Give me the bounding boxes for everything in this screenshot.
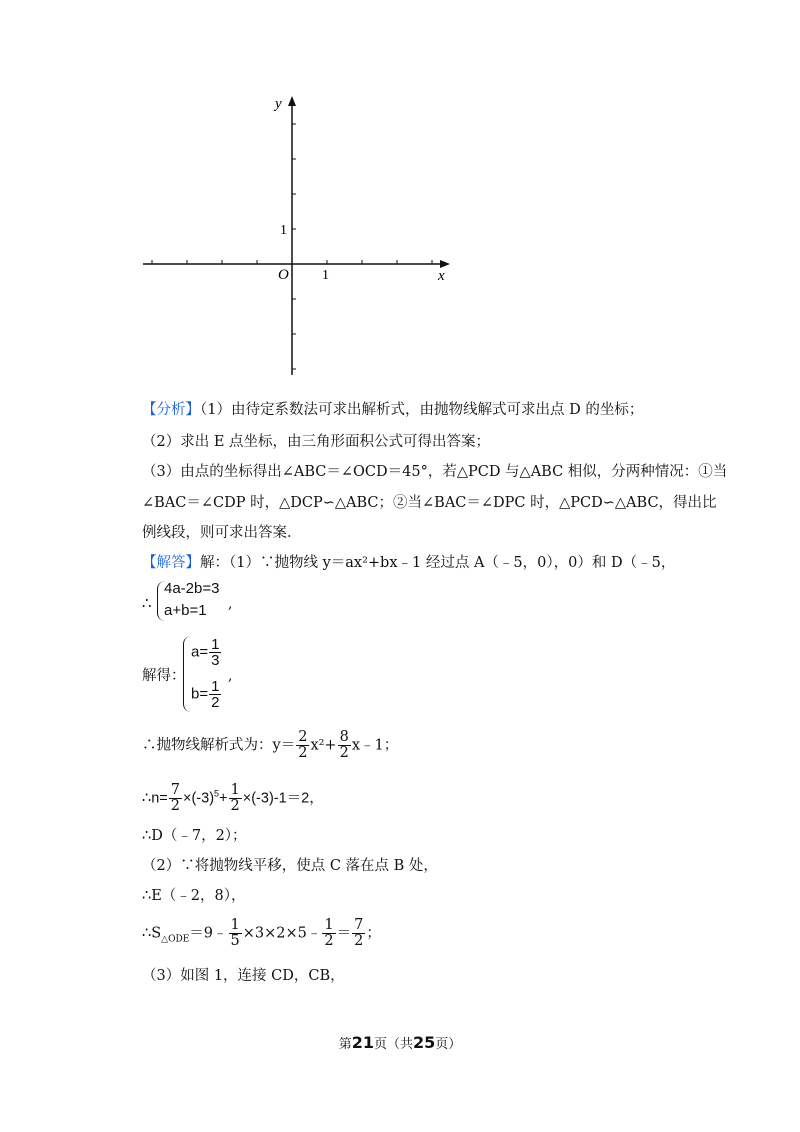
system1-eq-b: a+b=1 bbox=[164, 602, 207, 619]
system1-eq-a: 4a-2b=3 bbox=[164, 580, 220, 597]
analysis-tag: 【分析】 bbox=[142, 402, 200, 418]
analysis-line-5: 例线段，则可求出答案． bbox=[142, 525, 302, 541]
system1-comma: , bbox=[228, 596, 233, 612]
jiede-label: 解得： bbox=[142, 668, 186, 684]
y-axis-arrow bbox=[288, 96, 296, 106]
analysis-line-3: （3）由点的坐标得出∠ABC＝∠OCD＝45°，若△PCD 与△ABC 相似，分两种情况：①当 bbox=[142, 464, 728, 480]
analysis-p1: （1）由待定系数法可求出解析式，由抛物线解式可求出点 D 的坐标； bbox=[200, 402, 644, 418]
area-computation: $\therefore S_{\triangle ODE}=9﹣$ $\frac{1}{5}$ ×3×2×5﹣ $\frac{1}{2}$ ＝ $\frac{7}{2}$ ； bbox=[142, 917, 381, 949]
b-solution: b= $\frac{1}{2}$ bbox=[191, 678, 220, 711]
origin-label: O bbox=[278, 267, 289, 283]
parabola-expression: ∴抛物线解析式为：y＝ $\frac{2}{2}$ x²+ $\frac{8}{2}$ x﹣1； bbox=[142, 729, 399, 761]
page-footer: 第21页（共25页） bbox=[338, 1033, 462, 1052]
therefore-symbol-1: ∴ bbox=[142, 594, 152, 612]
x-axis-arrow bbox=[440, 260, 450, 268]
d-point-line: ∴D（﹣7，2）； bbox=[142, 828, 247, 844]
coordinate-graph bbox=[140, 90, 460, 380]
part3-intro: （3）如图 1，连接 CD，CB， bbox=[142, 968, 345, 984]
analysis-line-4: ∠BAC＝∠CDP 时，△DCP∽△ABC；②当∠BAC＝∠DPC 时，△PCD∽△ABC，得出比 bbox=[142, 495, 717, 511]
solution-intro: 解：（1）∵抛物线 y＝ax²+bx﹣1 经过点 A（﹣5，0），0）和 D（﹣5， bbox=[200, 555, 676, 571]
total-pages: 25 bbox=[413, 1033, 436, 1052]
analysis-line-1 bbox=[142, 400, 643, 420]
e-point-line: ∴E（﹣2，8）， bbox=[142, 888, 246, 904]
analysis-line-2: （2）求出 E 点坐标，由三角形面积公式可得出答案； bbox=[142, 434, 491, 450]
solution-line-1 bbox=[142, 553, 675, 573]
x-axis-label: x bbox=[438, 268, 445, 284]
n-computation: ∴n= $\frac{7}{2}$ $\times(-3)^5+$ $\frac{1}{2}$ ×(-3)-1＝2， bbox=[142, 782, 324, 814]
solution-tag: 【解答】 bbox=[142, 555, 200, 571]
page-number: 21 bbox=[351, 1033, 374, 1052]
x-tick-label-1: 1 bbox=[322, 268, 329, 283]
a-solution: a= $\frac{1}{3}$ bbox=[191, 636, 220, 669]
y-tick-label-1: 1 bbox=[280, 223, 287, 238]
part2-intro: （2）∵将抛物线平移，使点 C 落在点 B 处， bbox=[142, 858, 438, 874]
y-axis-label: y bbox=[275, 96, 282, 112]
ab-comma: , bbox=[228, 668, 233, 684]
